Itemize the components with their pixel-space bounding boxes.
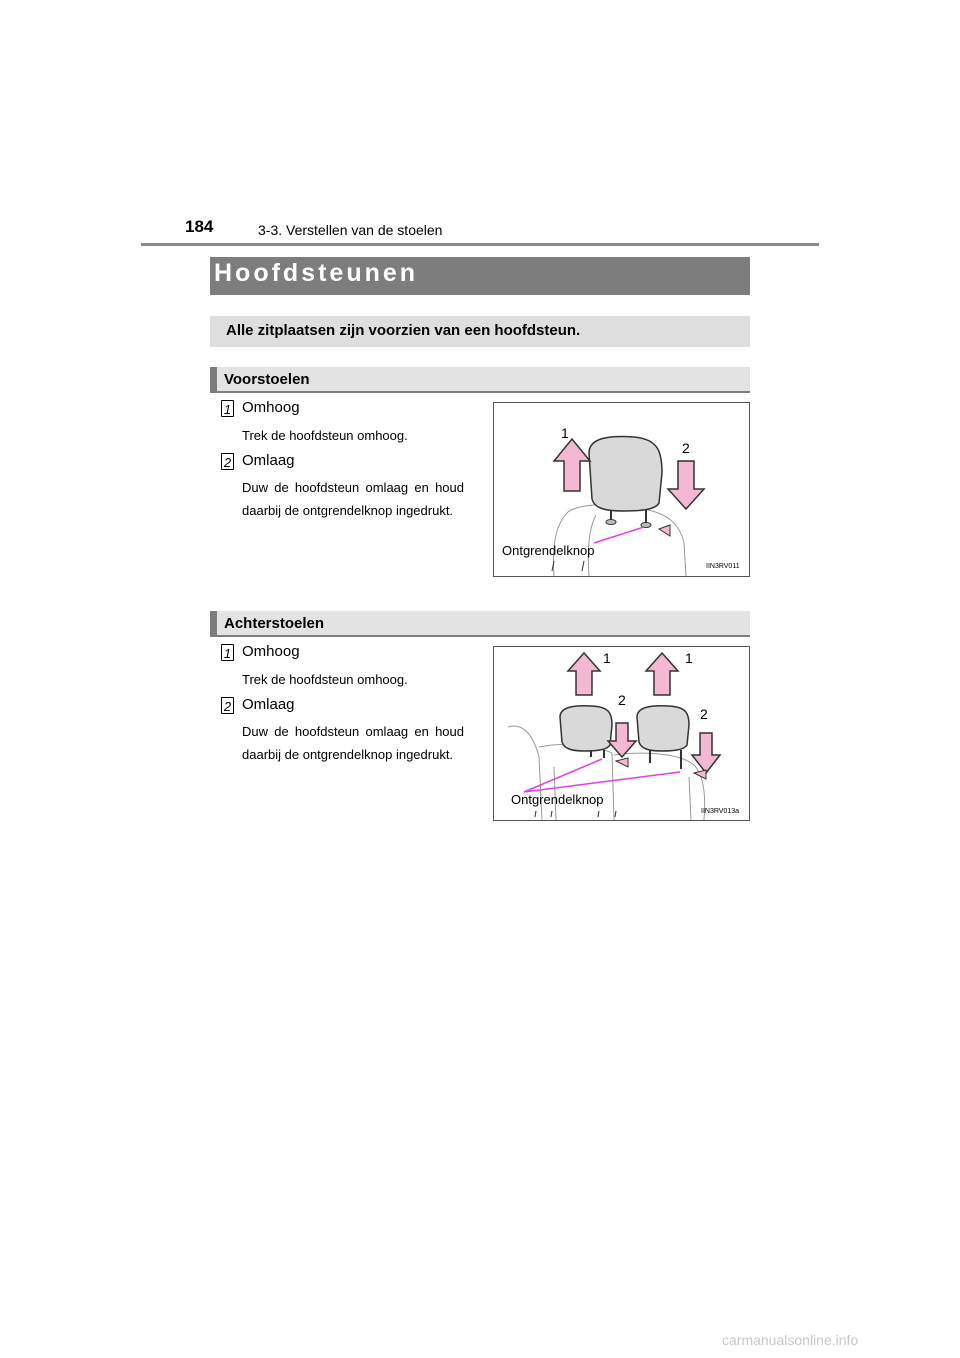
step-number: 1 — [221, 644, 234, 661]
figure-code: IIN3RV013a — [701, 808, 740, 815]
intro-text: Alle zitplaatsen zijn voorzien van een hoofdsteun. — [226, 322, 581, 339]
figure-marker-1: 1 — [603, 650, 611, 666]
section-reference: 3-3. Verstellen van de stoelen — [258, 222, 443, 238]
figure-marker-2: 2 — [682, 440, 690, 456]
step-label: Omhoog — [242, 399, 300, 416]
figure-callout: Ontgrendelknop — [502, 543, 595, 558]
figure-marker-2: 2 — [618, 692, 626, 708]
watermark: carmanualsonline.info — [722, 1332, 859, 1348]
figure-marker-1: 1 — [685, 650, 693, 666]
front-heading-rule — [210, 391, 750, 393]
step-description: Duw de hoofdsteun omlaag en houd daarbij de ontgrendelknop ingedrukt. — [242, 480, 464, 518]
step-number: 2 — [221, 453, 234, 470]
step-description: Trek de hoofdsteun omhoog. — [242, 428, 408, 443]
down-arrow-icon — [668, 461, 704, 509]
front-heading: Voorstoelen — [224, 371, 310, 388]
rear-heading-rule — [210, 635, 750, 637]
header-divider — [141, 243, 819, 246]
figure-callout: Ontgrendelknop — [511, 792, 604, 807]
step-label: Omlaag — [242, 452, 295, 469]
step-label: Omhoog — [242, 643, 300, 660]
figure-code: IIN3RV011 — [706, 563, 740, 570]
step-description: Duw de hoofdsteun omlaag en houd daarbij de ontgrendelknop ingedrukt. — [242, 724, 464, 762]
up-arrow-icon — [568, 653, 600, 695]
step-label: Omlaag — [242, 696, 295, 713]
figure-marker-1: 1 — [561, 425, 569, 441]
up-arrow-icon — [554, 439, 590, 491]
up-arrow-icon — [646, 653, 678, 695]
step-number: 1 — [221, 400, 234, 417]
step-number: 2 — [221, 697, 234, 714]
step-description: Trek de hoofdsteun omhoog. — [242, 672, 408, 687]
headrest-shape — [589, 436, 662, 511]
page-number: 184 — [185, 217, 214, 236]
left-headrest-shape — [560, 706, 612, 751]
push-arrow-icon — [659, 525, 670, 536]
page-title: Hoofdsteunen — [214, 259, 419, 287]
right-headrest-shape — [637, 706, 689, 751]
rear-heading: Achterstoelen — [224, 615, 325, 632]
figure-marker-2: 2 — [700, 706, 708, 722]
rear-heading-accent — [210, 611, 217, 637]
front-heading-accent — [210, 367, 217, 393]
